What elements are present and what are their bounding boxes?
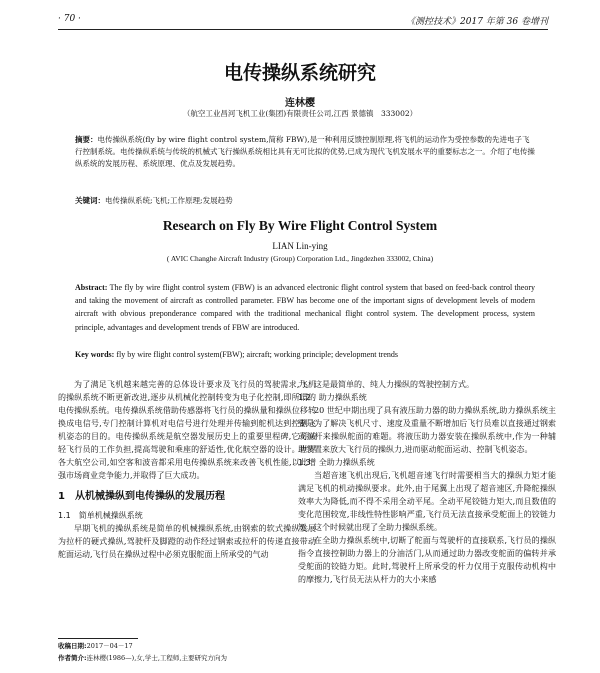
header-rule xyxy=(58,29,548,30)
footnote-rule xyxy=(58,638,138,639)
body-column-right xyxy=(298,378,556,586)
author-affiliation-en: ( AVIC Changhe Aircraft Industry (Group) Corporation Ltd., Jingdezhen 333002, China) xyxy=(166,254,434,263)
author-name-en: LIAN Lin-ying xyxy=(272,241,328,251)
keywords-cn-label: 关键词： xyxy=(75,196,105,205)
abstract-cn-text: 电传操纵系统(fly by wire flight control system,简称 FBW),是一种利用反馈控制原理,将飞机的运动作为受控参数的先进电子飞行控制系统。电传操纵系统与传统的机械式飞行操纵系统相比具有无可比拟的优势,已成为现代飞机发展水平的重要标志之一。介绍了电传操纵系统的发展历程、系统原理、优点及发展趋势。 xyxy=(75,135,535,168)
section-1-heading: 1 从机械操纵到电传操纵的发展历程 xyxy=(58,491,225,502)
abstract-en-label: Abstract: xyxy=(75,283,108,292)
footnote-author xyxy=(58,653,316,664)
author-info-label: 作者简介: xyxy=(58,654,87,662)
subsection-1-1-text: 早期飞机的操纵系统是简单的机械操纵系统,由钢索的软式操纵发展为拉杆的硬式操纵,驾驶杆及脚蹬的动作经过钢索或拉杆的传递直接带动舵面运动,飞行员在操纵过程中必须克服舵面上所承受的气动 xyxy=(58,524,316,559)
received-label: 收稿日期: xyxy=(58,642,87,650)
author-name: 连林樱 xyxy=(285,98,315,109)
journal-name: 《测控技术》2017 年第 36 卷增刊 xyxy=(406,17,548,27)
page-number: · 70 · xyxy=(58,14,81,24)
subsection-1-3-text-2: 在全助力操纵系统中,切断了舵面与驾驶杆的直接联系,飞行员的操纵指令直接控制助力器上的分油活门,从而通过助力器改变舵面的偏转并承受舵面的铰链力矩。此时,驾驶杆上所承受的杆力仅用于克服传动机构中的摩擦力,飞行员无法从杆力的大小来感 xyxy=(298,536,556,584)
body-column-left xyxy=(58,378,316,561)
intro-paragraph: 为了满足飞机越来越完善的总体设计要求及飞行员的驾驶需求,飞机的操纵系统不断更新改进,逐步从机械化控制转变为电子化控制,即所谓的电传操纵系统。电传操纵系统借助传感器将飞行员的操纵量和操纵位移转换成电信号,专门控制计算机对电信号进行处理并传输到舵机达到控制飞机姿态的目的。电传操纵系统是航空器发展历史上的重要里程碑,它可减轻飞行员的工作负担,提高驾驶和乘座的舒适性,优化航空器的设计。世界各大航空公司,如空客和波音都采用电传操纵系统来改善飞机性能,以此增强市场商业竞争能力,并取得了巨大成功。 xyxy=(58,380,316,480)
keywords-en-text: fly by wire flight control system(FBW); aircraft; working principle; development trends xyxy=(116,350,399,359)
subsection-1-2-text: 20 世纪中期出现了具有液压助力器的助力操纵系统,助力操纵系统主要是为了解决飞机尺寸、速度及重量不断增加后飞行员难以直接通过钢索或拉杆来操纵舵面的难题。将液压助力器安装在操纵系统中,作为一种辅助装置来放大飞行员的操纵力,进而驱动舵面运动、控制飞机姿态。 xyxy=(298,406,556,454)
keywords-en xyxy=(75,349,535,361)
keywords-cn-text: 电传操纵系统;飞机;工作原理;发展趋势 xyxy=(105,196,233,205)
paper-title: 电传操纵系统研究 xyxy=(223,62,376,84)
abstract-en xyxy=(75,281,535,334)
subsection-1-2-heading: 1.2 助力操纵系统 xyxy=(298,393,367,402)
footnote-received xyxy=(58,641,316,652)
continued-paragraph: 力。这是最简单的、纯人力操纵的驾驶控制方式。 xyxy=(298,380,474,389)
author-info: 连林樱(1986—),女,学士,工程师,主要研究方向为 xyxy=(86,654,227,662)
author-affiliation: （航空工业昌河飞机工业(集团)有限责任公司,江西 景德镇 333002） xyxy=(182,109,418,118)
subsection-1-3-heading: 1.3 全助力操纵系统 xyxy=(298,458,375,467)
received-date: 2017－04－17 xyxy=(86,642,133,650)
keywords-cn xyxy=(75,195,535,207)
abstract-cn xyxy=(75,134,535,170)
subsection-1-3-text-1: 当超音速飞机出现后,飞机超音速飞行时需要相当大的操纵力矩才能满足飞机的机动操纵要求。此外,由于尾翼上出现了超音速区,升降舵操纵效率大为降低,而不得不采用全动平尾。全动平尾铰链力矩大,而且数值的变化范围较宽,非线性特性影响严重,飞行员无法直接承受舵面上的铰链力矩。这个时候就出现了全助力操纵系统。 xyxy=(298,471,556,532)
paper-title-en: Research on Fly By Wire Flight Control System xyxy=(162,218,438,233)
abstract-en-text: The fly by wire flight control system (FBW) is an advanced electronic flight control system that based on feed-back control theory and taking the movement of aircraft as controlled parameter. FBW has become one of the important signs of development levels of modern aircraft with obvious preponderance compared with the traditional mechanical flight control system. The development process, system principle, advantages and development trends of FBW are introduced. xyxy=(75,283,535,332)
abstract-cn-label: 摘要： xyxy=(75,135,98,144)
subsection-1-1-heading: 1.1 简单机械操纵系统 xyxy=(58,511,143,520)
running-header xyxy=(58,14,548,28)
keywords-en-label: Key words: xyxy=(75,350,115,359)
